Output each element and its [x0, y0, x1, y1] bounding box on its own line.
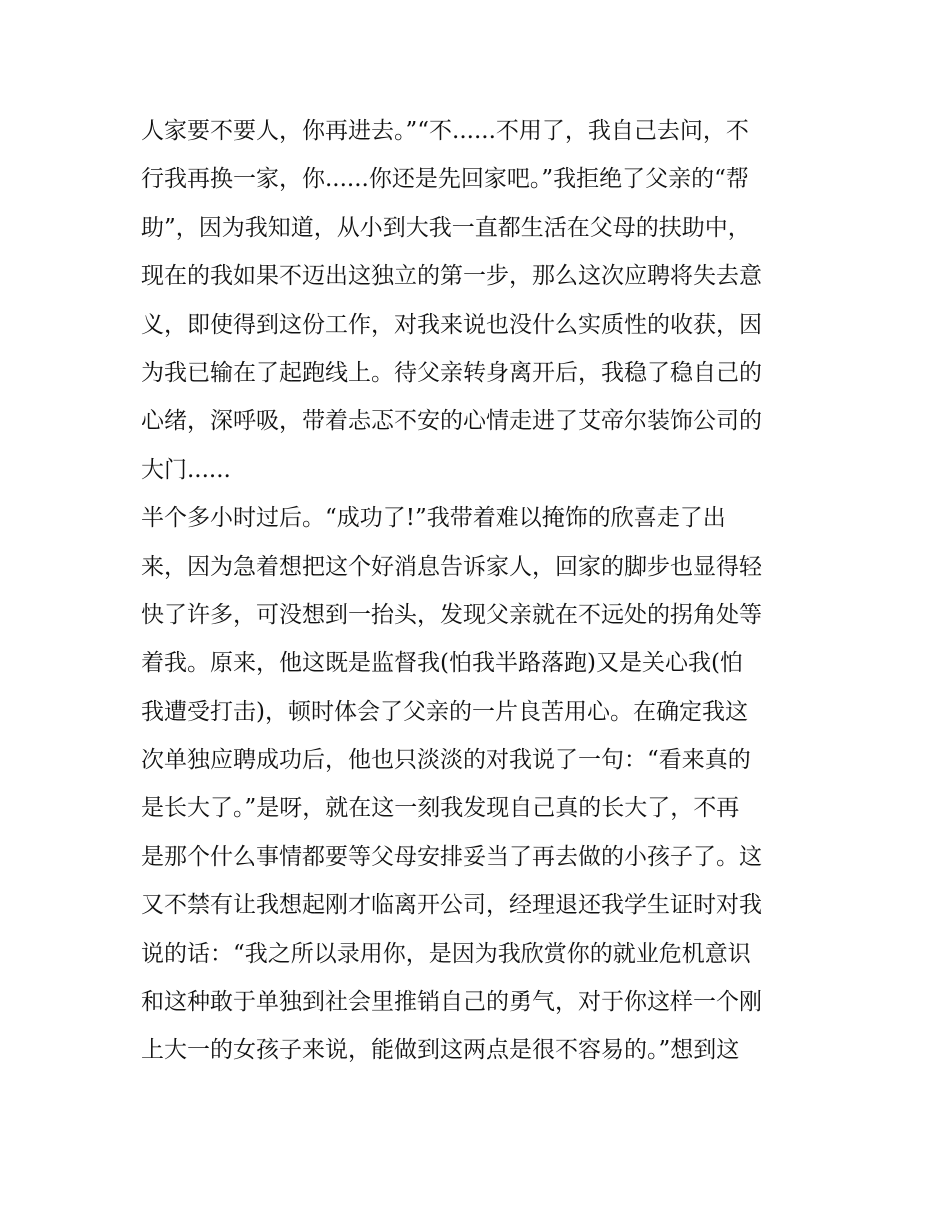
text-line: 现在的我如果不迈出这独立的第一步，那么这次应聘将失去意 [141, 263, 762, 290]
body-text [141, 107, 821, 1075]
text-line: 义，即使得到这份工作，对我来说也没什么实质性的收获，因 [141, 311, 762, 338]
text-line: 次单独应聘成功后，他也只淡淡的对我说了一句：“看来真的 [141, 747, 751, 774]
text-line: 又不禁有让我想起刚才临离开公司，经理退还我学生证时对我 [141, 892, 762, 919]
text-line: 心绪，深呼吸，带着忐忑不安的心情走进了艾帝尔装饰公司的 [141, 408, 762, 435]
text-line: 说的话：“我之所以录用你，是因为我欣赏你的就业危机意识 [141, 940, 751, 967]
text-line: 为我已输在了起跑线上。待父亲转身离开后，我稳了稳自己的 [141, 359, 762, 386]
text-line: 着我。原来，他这既是监督我(怕我半路落跑)又是关心我(怕 [141, 650, 743, 677]
text-line: 我遭受打击)，顿时体会了父亲的一片良苦用心。在确定我这 [141, 698, 748, 725]
text-line: 是那个什么事情都要等父母安排妥当了再去做的小孩子了。这 [141, 843, 762, 870]
text-line: 行我再换一家，你......你还是先回家吧。”我拒绝了父亲的“帮 [141, 166, 749, 193]
text-line: 助”，因为我知道，从小到大我一直都生活在父母的扶助中， [141, 214, 751, 241]
text-line: 来，因为急着想把这个好消息告诉家人，回家的脚步也显得轻 [141, 553, 762, 580]
text-line: 人家要不要人，你再进去。”“不......不用了，我自己去问，不 [141, 118, 749, 144]
text-line: 上大一的女孩子来说，能做到这两点是很不容易的。”想到这 [141, 1037, 740, 1064]
text-line: 大门...... [141, 456, 231, 483]
text-line: 半个多小时过后。“成功了!”我带着难以掩饰的欣喜走了出 [141, 505, 726, 532]
text-line: 和这种敢于单独到社会里推销自己的勇气，对于你这样一个刚 [141, 989, 762, 1016]
text-line: 快了许多，可没想到一抬头，发现父亲就在不远处的拐角处等 [141, 601, 762, 628]
text-line: 是长大了。”是呀，就在这一刻我发现自己真的长大了，不再 [141, 795, 740, 822]
